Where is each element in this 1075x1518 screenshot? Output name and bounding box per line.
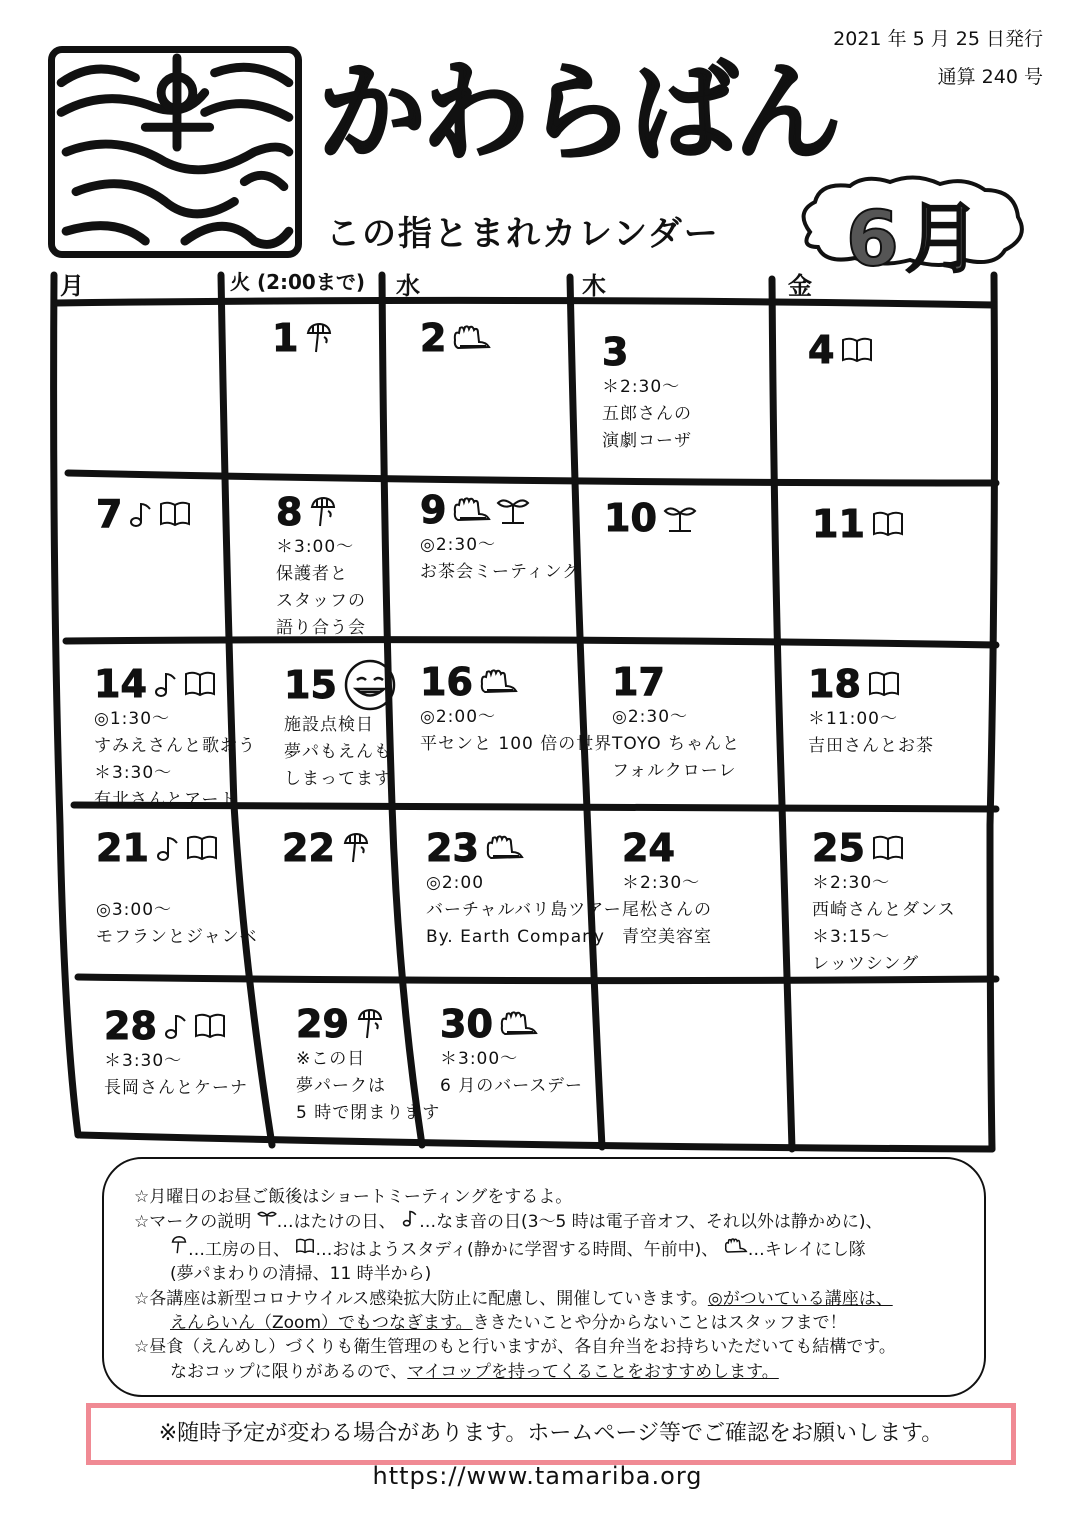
event-line: レッツシング xyxy=(812,954,920,974)
event-line: 夢パークは xyxy=(296,1076,386,1096)
weekday-mon: 月 xyxy=(60,272,84,300)
note-line: ◎がついている講座は、 xyxy=(707,1288,893,1309)
day-cell xyxy=(622,826,712,951)
event-line: フォルクローレ xyxy=(612,761,737,781)
title: かわらばん xyxy=(318,51,839,176)
kobo-icon xyxy=(304,328,338,347)
note-line: えんらいん（Zoom）でもつなぎます。 xyxy=(170,1313,473,1334)
day-cell xyxy=(604,496,701,540)
study-icon xyxy=(193,1016,231,1035)
day-number: 15 xyxy=(284,663,337,707)
day-cell xyxy=(94,662,256,814)
event-line: 演劇コーザ xyxy=(602,431,692,451)
sprout-icon xyxy=(496,500,534,519)
event-line: ◎2:00〜 xyxy=(420,707,497,727)
notes-box xyxy=(102,1157,986,1397)
notice-box: ※随時予定が変わる場合があります。ホームページ等でご確認をお願いします。 xyxy=(86,1403,1016,1465)
day-cell xyxy=(602,330,692,455)
event-line: ＊2:30〜 xyxy=(812,873,891,893)
event-line: 夢パもえんも xyxy=(284,742,392,762)
study-icon xyxy=(840,340,878,359)
day-cell xyxy=(282,826,375,870)
day-cell xyxy=(420,660,612,758)
subtitle: この指とまれカレンダー xyxy=(326,214,720,254)
smile-icon xyxy=(343,675,401,694)
kirei-icon xyxy=(452,328,496,347)
day-cell xyxy=(808,328,878,372)
day-cell xyxy=(284,658,401,793)
day-number: 11 xyxy=(812,502,865,546)
day-cell xyxy=(272,316,338,360)
kobo-icon xyxy=(341,838,375,857)
day-number: 29 xyxy=(296,1002,349,1046)
event-line: 長岡さんとケーナ xyxy=(104,1078,248,1098)
kirei-icon xyxy=(499,1014,543,1033)
day-number: 22 xyxy=(282,826,335,870)
day-number: 24 xyxy=(622,826,675,870)
day-cell xyxy=(104,1004,248,1102)
day-cell xyxy=(276,490,366,642)
day-number: 8 xyxy=(276,490,303,534)
day-cell xyxy=(426,826,622,951)
weekday-fri: 金 xyxy=(788,272,812,300)
day-number: 7 xyxy=(96,492,123,536)
event-line: ＊11:00〜 xyxy=(808,709,898,729)
event-line: しまってます xyxy=(284,769,392,789)
music-icon xyxy=(401,1209,419,1234)
event-line: 有北さんとアート xyxy=(94,790,238,810)
study-icon xyxy=(295,1237,315,1262)
day-cell xyxy=(808,662,934,760)
event-line: ＊2:30〜 xyxy=(602,377,681,397)
music-icon xyxy=(163,1016,193,1035)
issue-date: 2021 年 5 月 25 日発行 xyxy=(833,28,1043,50)
event-line: モフランとジャンベ xyxy=(96,927,258,947)
event-line: 保護者と xyxy=(276,564,348,584)
event-line: 吉田さんとお茶 xyxy=(808,736,934,756)
sprout-icon xyxy=(663,508,701,527)
kirei-icon xyxy=(479,672,523,691)
weekday-wed: 水 xyxy=(396,272,420,300)
day-number: 23 xyxy=(426,826,479,870)
event-line: バーチャルバリ島ツアー xyxy=(426,900,622,920)
event-line: ＊3:30〜 xyxy=(104,1051,183,1071)
event-line: 語り合う会 xyxy=(276,618,366,638)
day-cell xyxy=(812,826,956,978)
event-line: すみえさんと歌おう xyxy=(94,736,256,756)
event-line: ＊2:30〜 xyxy=(622,873,701,893)
event-line: スタッフの xyxy=(276,591,366,611)
day-number: 28 xyxy=(104,1004,157,1048)
note-line: …キレイにし隊 xyxy=(747,1239,866,1260)
event-line: By. Earth Company xyxy=(426,927,605,947)
day-number: 16 xyxy=(420,660,473,704)
day-cell xyxy=(812,502,909,546)
event-line: 尾松さんの xyxy=(622,900,712,920)
event-line: ◎2:30〜 xyxy=(612,707,689,727)
day-cell xyxy=(96,492,196,536)
day-number: 1 xyxy=(272,316,299,360)
study-icon xyxy=(183,674,221,693)
day-number: 10 xyxy=(604,496,657,540)
note-line: マイコップを持ってくることをおすすめします。 xyxy=(407,1361,779,1382)
note-line: ☆各講座は新型コロナウイルス感染拡大防止に配慮し、開催していきます。 xyxy=(134,1288,708,1309)
day-cell xyxy=(612,660,740,785)
day-cell xyxy=(296,1002,440,1127)
day-number: 17 xyxy=(612,660,665,704)
event-line: 6 月のバースデー xyxy=(440,1076,584,1096)
event-line: ＊3:00〜 xyxy=(440,1049,519,1069)
study-icon xyxy=(185,838,223,857)
website-url[interactable]: https://www.tamariba.org xyxy=(372,1462,703,1490)
day-number: 18 xyxy=(808,662,861,706)
study-icon xyxy=(158,504,196,523)
event-line: 西崎さんとダンス xyxy=(812,900,956,920)
music-icon xyxy=(153,674,183,693)
month-label: 6月 xyxy=(846,194,987,283)
event-line: お茶会ミーティング xyxy=(420,562,581,582)
note-line: ☆昼食（えんめし）づくりも衛生管理のもと行いますが、各自弁当をお持ちいただいても結構です。 xyxy=(134,1337,896,1358)
note-line: ☆月曜日のお昼ご飯後はショートミーティングをするよ。 xyxy=(134,1187,573,1207)
day-number: 2 xyxy=(420,316,447,360)
day-cell xyxy=(420,316,496,360)
event-line: 青空美容室 xyxy=(622,927,712,947)
day-number: 21 xyxy=(96,826,149,870)
event-line: ※この日 xyxy=(296,1049,366,1069)
music-icon xyxy=(128,504,158,523)
kirei-icon xyxy=(724,1237,748,1262)
kobo-icon xyxy=(170,1235,188,1262)
event-line: ＊3:30〜 xyxy=(94,763,173,783)
day-number: 9 xyxy=(420,488,447,532)
day-number: 25 xyxy=(812,826,865,870)
event-line: ＊3:15〜 xyxy=(812,927,891,947)
note-line: (夢パまわりの清掃、11 時半から) xyxy=(170,1264,432,1285)
event-line: 5 時で閉まります xyxy=(296,1103,441,1123)
day-cell xyxy=(96,826,258,951)
day-cell xyxy=(440,1002,583,1100)
event-line: ◎2:30〜 xyxy=(420,535,497,555)
note-line: ききたいことや分からないことはスタッフまで！ xyxy=(472,1313,847,1334)
note-line: …工房の日、 xyxy=(188,1239,290,1260)
note-line: …はたけの日、 xyxy=(276,1212,396,1233)
kirei-icon xyxy=(485,838,529,857)
study-icon xyxy=(871,514,909,533)
day-number: 4 xyxy=(808,328,835,372)
note-line: …なま音の日(3〜5 時は電子音オフ、それ以外は静かめに)、 xyxy=(419,1212,883,1233)
event-line: ◎2:00 xyxy=(426,873,485,893)
kobo-icon xyxy=(308,502,342,521)
day-number: 14 xyxy=(94,662,147,706)
event-line: 施設点検日 xyxy=(284,715,374,735)
event-line: 平センと 100 倍の世界 xyxy=(420,734,613,754)
event-line: ＊3:00〜 xyxy=(276,537,355,557)
day-number: 3 xyxy=(602,330,629,374)
event-line xyxy=(96,870,258,897)
kirei-icon xyxy=(452,500,496,519)
day-cell xyxy=(420,488,580,586)
sprout-icon xyxy=(257,1209,277,1234)
music-icon xyxy=(155,838,185,857)
logo-drawing xyxy=(55,53,295,251)
kobo-icon xyxy=(355,1014,389,1033)
event-line: TOYO ちゃんと xyxy=(612,734,741,754)
note-line: ☆マークの説明 xyxy=(134,1212,252,1233)
study-icon xyxy=(867,674,905,693)
note-line: なおコップに限りがあるので、 xyxy=(170,1361,408,1382)
event-line: 五郎さんの xyxy=(602,404,692,424)
weekday-tue: 火 (2:00まで) xyxy=(230,270,365,294)
issue-number: 通算 240 号 xyxy=(937,66,1043,88)
day-number: 30 xyxy=(440,1002,493,1046)
logo xyxy=(48,46,302,258)
note-line: …おはようスタディ(静かに学習する時間、午前中)、 xyxy=(315,1239,719,1260)
study-icon xyxy=(871,838,909,857)
weekday-thu: 木 xyxy=(582,272,606,300)
event-line: ◎3:00〜 xyxy=(96,900,173,920)
event-line: ◎1:30〜 xyxy=(94,709,171,729)
